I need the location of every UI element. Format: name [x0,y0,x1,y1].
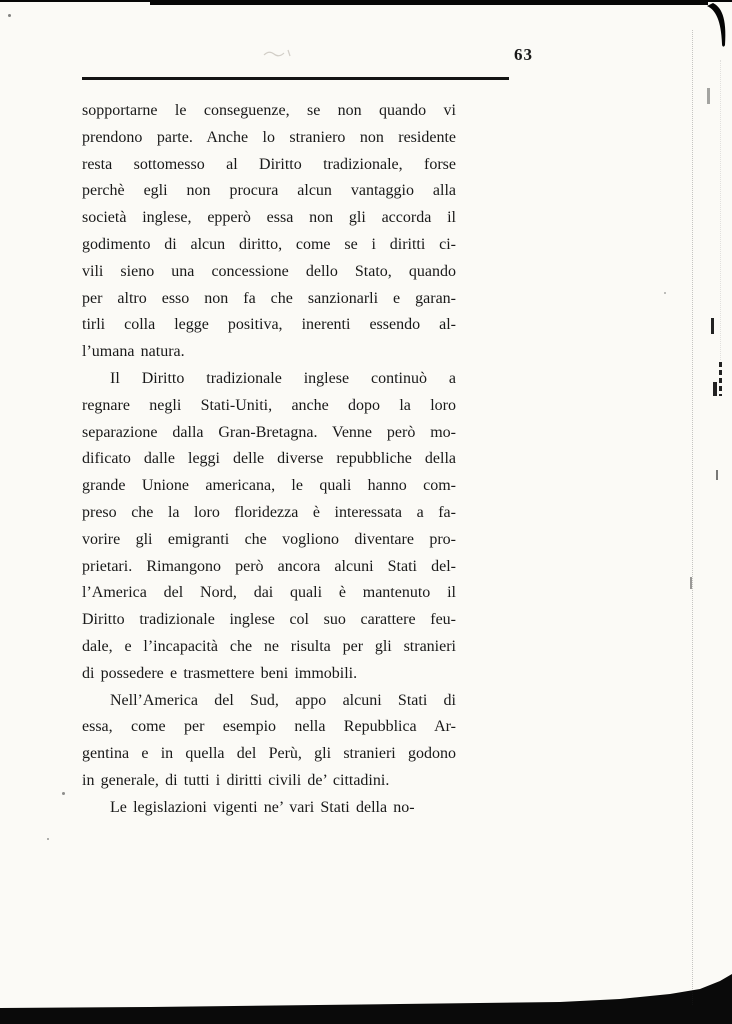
text-line: sopportarne le conseguenze, se non quando vi [82,102,456,119]
margin-mark [707,88,710,104]
scan-edge-top-thick [150,0,708,5]
ink-speck [8,14,11,17]
text-line: grande Unione americana, le quali hanno com- [82,477,456,495]
margin-mark [713,382,717,396]
text-line: separazione dalla Gran-Bretagna. Venne però mo- [82,423,456,441]
margin-mark [711,318,714,334]
text-line: essa, come per esempio nella Repubblica Ar- [82,718,456,736]
text-line: l’America del Nord, dai quali è mantenuto il [82,584,456,602]
scan-edge-bottom [0,964,732,1024]
ink-speck [62,792,65,795]
text-line: gentina e in quella del Perù, gli stranieri godono [82,745,456,763]
text-line: vorire gli emigranti che vogliono diventare pro- [82,530,456,548]
scan-corner-mark [706,2,732,55]
text-line: Nell’America del Sud, appo alcuni Stati di [110,691,456,709]
ink-speck [47,838,49,840]
header-rule [82,77,509,80]
margin-mark [690,577,692,589]
margin-mark [719,362,722,396]
page-number: 63 [514,45,533,64]
text-line: regnare negli Stati-Uniti, anche dopo la loro [82,396,456,414]
text-line: perchè egli non procura alcun vantaggio alla [82,182,456,200]
text-line: prendono parte. Anche lo straniero non residente [82,128,456,146]
text-line: godimento di alcun diritto, come se i diritti ci- [82,235,456,253]
gutter-shadow-line-faint [720,60,721,360]
text-line: di possedere e trasmettere beni immobili. [82,664,358,682]
margin-mark [716,470,718,480]
text-line: tirli colla legge positiva, inerenti essendo al- [82,316,456,334]
text-line: vili sieno una concessione dello Stato, quando [82,262,456,280]
text-line: prietari. Rimangono però ancora alcuni Stati del- [82,557,456,575]
pencil-mark [263,46,293,64]
text-line: per altro esso non fa che sanzionarli e garan- [82,289,456,307]
text-line: Diritto tradizionale inglese col suo carattere feu- [82,611,456,629]
text-line: resta sottomesso al Diritto tradizionale, forse [82,155,456,173]
text-line: in generale, di tutti i diritti civili de’ cittadini. [82,771,390,789]
text-line: dale, e l’incapacità che ne risulta per gli stranieri [82,637,456,655]
text-line: l’umana natura. [82,343,185,361]
ink-speck [664,292,666,294]
text-line: società inglese, epperò essa non gli accorda il [82,209,456,227]
text-line: Le legislazioni vigenti ne’ vari Stati della no- [110,798,415,816]
text-line: preso che la loro floridezza è interessata a fa- [82,503,456,521]
body-text [82,98,456,822]
gutter-shadow-line [692,30,693,1005]
text-line: dificato dalle leggi delle diverse repubbliche della [82,450,456,468]
text-line: Il Diritto tradizionale inglese continuò a [110,369,456,387]
